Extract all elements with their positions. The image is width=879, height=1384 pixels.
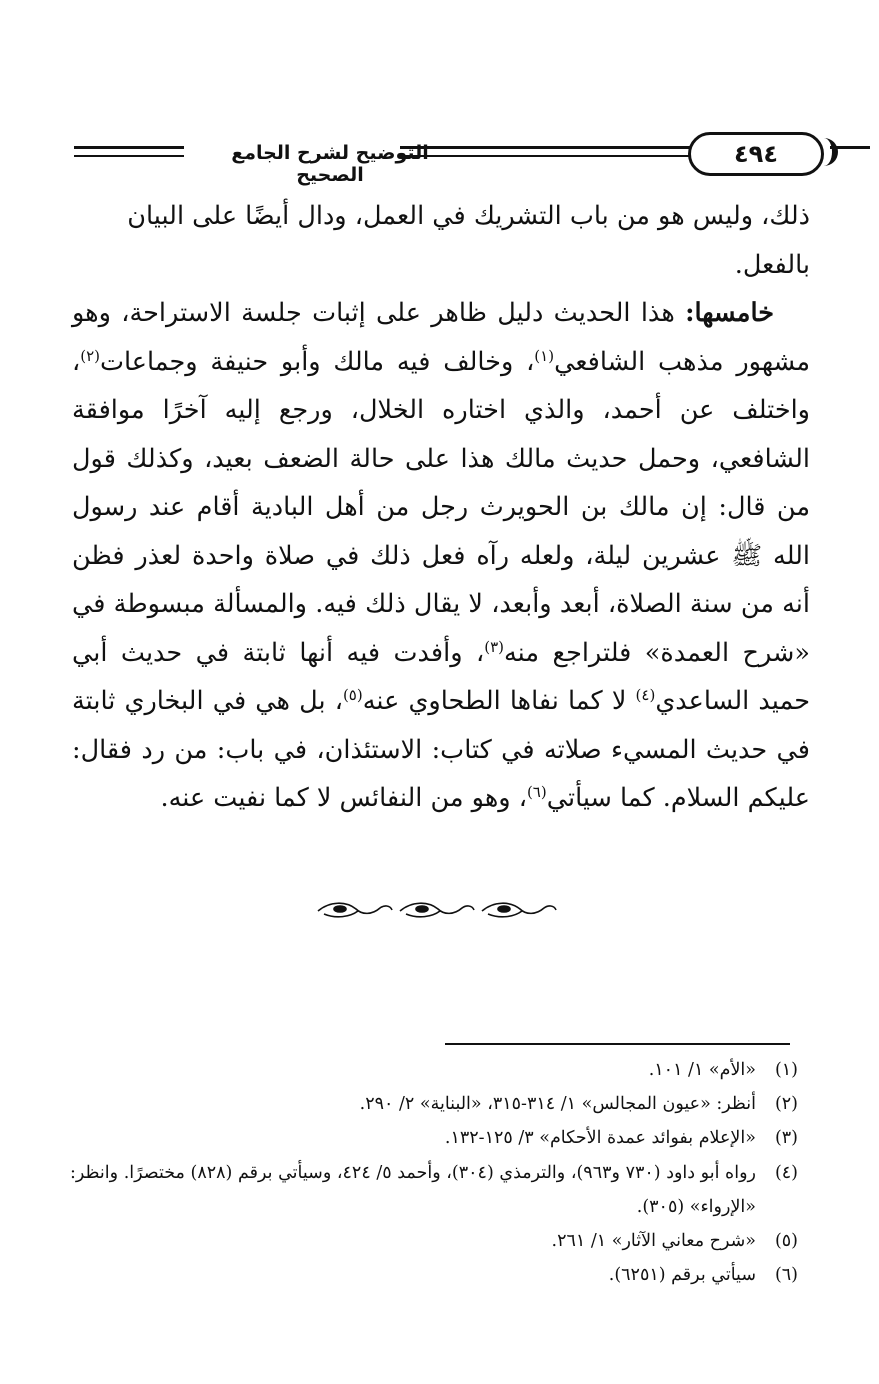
footnote-text: سيأتي برقم (٦٢٥١).: [608, 1265, 756, 1286]
footnote-ref[interactable]: (٣): [484, 637, 505, 656]
footnotes: [70, 1053, 798, 1292]
page-number-ornament: [810, 138, 838, 166]
footnote-text: «شرح معاني الآثار» ١/ ٢٦١.: [551, 1231, 756, 1252]
text-run: لا كما نفاها الطحاوي عنه: [362, 686, 636, 716]
header-rule-left-bottom: [74, 155, 184, 157]
header-rule-right: [830, 146, 870, 149]
text-line: ذلك، وليس هو من باب التشريك في العمل، ودال أيضًا على البيان: [127, 201, 810, 231]
text-line: بالفعل.: [734, 249, 810, 280]
footnote-number: (٦): [774, 1265, 798, 1286]
page-number: ٤٩٤: [688, 132, 824, 176]
header-rule-left-top: [74, 146, 184, 149]
text-run: ، وهو من النفائس لا كما نفيت عنه.: [160, 783, 527, 813]
footnote-text: «الأم» ١/ ١٠١.: [648, 1060, 756, 1080]
text-run: ، واختلف عن أحمد، والذي اختاره الخلال، ورجع إليه آخرًا موافقة الشافعي، وحمل حديث مالك هذا على حالة الضعف بعيد، وكذلك قول من قال: إن مالك بن الحويرث رجل من أهل البادية أقام عند رسول الله ﷺ عشرين ليلة، ولعله رآه فعل ذلك في صلاة واحدة لعذر فظن أنه من سنة الصلاة، أبعد وأبعد، لا يقال ذلك فيه. والمسألة مبسوطة في «شرح العمدة» فلتراجع منه: [72, 346, 810, 668]
footnote-separator: [445, 1043, 790, 1045]
footnote-ref[interactable]: (١): [534, 346, 555, 365]
footnote-text: «الإعلام بفوائد عمدة الأحكام» ٣/ ١٢٥-١٣٢.: [444, 1128, 756, 1149]
footnote-ref[interactable]: (٤): [635, 686, 656, 704]
footnote-number: (١): [774, 1060, 798, 1080]
footnote-item: [70, 1121, 798, 1155]
footnote-ref[interactable]: (٢): [80, 346, 101, 365]
text-run: ، بل هي في البخاري ثابتة في حديث المسيء صلاته في كتاب: الاستئذان، في باب: من رد فقال: عليكم السلام. كما سيأتي: [72, 686, 810, 813]
main-text: [72, 192, 810, 823]
running-header: [70, 128, 800, 186]
header-rule-middle-bottom: [400, 155, 690, 157]
footnote-item: [70, 1224, 798, 1258]
footnote-item: [70, 1053, 798, 1087]
footnote-ref[interactable]: (٥): [342, 686, 363, 704]
footnote-number: (٤): [774, 1162, 798, 1183]
footnote-number: (٣): [774, 1128, 798, 1149]
paragraph-fifth: [72, 289, 810, 823]
paragraph-continuation: [72, 192, 810, 289]
footnote-number: (٢): [774, 1094, 798, 1115]
footnote-text: أنظر: «عيون المجالس» ١/ ٣١٤-٣١٥، «البناية» ٢/ ٢٩٠.: [359, 1094, 756, 1115]
text-run: هذا الحديث دليل ظاهر على إثبات جلسة الاستراحة، وهو مشهور مذهب الشافعي: [72, 298, 810, 377]
text-run: ، وخالف فيه مالك وأبو حنيفة وجماعات: [100, 346, 535, 377]
footnote-ref[interactable]: (٦): [526, 783, 547, 801]
footnote-item: [70, 1156, 798, 1224]
paragraph-lead: خامسها:: [685, 298, 774, 328]
header-rule-middle-top: [400, 146, 690, 149]
footnote-text: رواه أبو داود (٧٣٠ و٩٦٣)، والترمذي (٣٠٤)، وأحمد ٥/ ٤٢٤، وسيأتي برقم (٨٢٨) مختصرًا. وانظر: «الإرواء» (٣٠٥).: [70, 1162, 756, 1217]
footnote-number: (٥): [774, 1231, 798, 1252]
footnote-item: [70, 1258, 798, 1292]
section-divider-ornament: [310, 897, 560, 923]
running-title: التوضيح لشرح الجامع الصحيح: [231, 142, 429, 186]
text-run: ، وأفدت فيه أنها ثابتة في حديث أبي حميد الساعدي: [72, 637, 810, 716]
footnote-item: [70, 1087, 798, 1121]
